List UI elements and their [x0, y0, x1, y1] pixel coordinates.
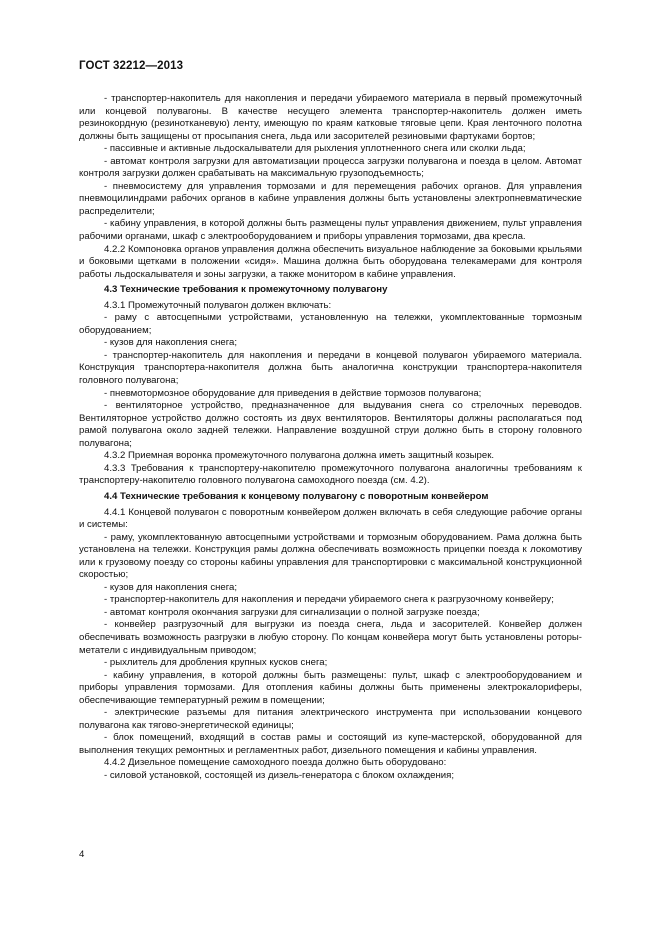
paragraph: 4.3.3 Требования к транспортеру-накопителю промежуточного полувагона аналогичны требованиям к транспортеру-накопителю головного полувагона самоходного поезда (см. 4.2). [79, 462, 582, 487]
paragraph: - электрические разъемы для питания электрического инструмента при использовании концевого полувагона как тягово-энергетической единицы; [79, 707, 582, 731]
paragraph: - раму, укомплектованную автосцепными устройствами и тормозным оборудованием. Рама должна быть установлена на тележки. Конструкция рамы должна обеспечивать возможность прицепки поезда к локомотиву или к грузовому поезду со стороны кабины управления для транспортировки с максимальной конструкционной скоростью; [79, 531, 582, 581]
paragraph: - блок помещений, входящий в состав рамы и состоящий из купе-мастерской, оборудованной для выполнения текущих ремонтных и регламентных работ, дизельного помещения и кабины управления. [79, 732, 582, 756]
paragraph: - пневмотормозное оборудование для приведения в действие тормозов полувагона; [104, 387, 482, 399]
paragraph: 4.3.1 Промежуточный полувагон должен включать: [104, 299, 332, 311]
paragraph: - кузов для накопления снега; [104, 337, 238, 349]
paragraph: - вентиляторное устройство, предназначенное для выдувания снега со стрелочных переводов. Вентиляторное устройство должно состоять из двух вентиляторов. Вентиляторы должны располагаться под рамой полувагона около задней тележки. Направление воздушной струи должно быть в сторону головного полувагона; [79, 400, 582, 449]
paragraph: - раму с автосцепными устройствами, установленную на тележки, укомплектованные тормозным оборудованием; [79, 312, 582, 336]
paragraph: - рыхлитель для дробления крупных кусков снега; [104, 657, 328, 669]
paragraph: 4.2.2 Компоновка органов управления должна обеспечить визуальное наблюдение за боковыми крыльями и боковыми щетками в положении «сидя». Машина должна быть оборудована телекамерами для контроля работы льдоскалывателя и зоны загрузки, а также монитором в кабине управления. [79, 243, 582, 280]
paragraph: - кабину управления, в которой должны быть размещены пульт управления движением, пульт управления рабочими органами, шкаф с электрооборудованием и приборы управления тормозами, два кресла. [79, 218, 582, 243]
paragraph: 4.4.1 Концевой полувагон с поворотным конвейером должен включать в себя следующие рабочие органы и системы: [79, 506, 582, 531]
paragraph: - автомат контроля окончания загрузки для сигнализации о полной загрузке поезда; [104, 606, 480, 618]
body-text [79, 93, 582, 783]
paragraph: 4.3.2 Приемная воронка промежуточного полувагона должна иметь защитный козырек. [104, 450, 495, 462]
paragraph: - транспортер-накопитель для накопления и передачи убираемого снега к разгрузочному конвейеру; [104, 594, 554, 606]
paragraph: - конвейер разгрузочный для выгрузки из поезда снега, льда и засорителей. Конвейер должен обеспечивать возможность разгрузки в любую сторону. По концам конвейера могут быть установлены роторы-метатели с индивидуальным приводом; [79, 619, 582, 656]
paragraph: - кабину управления, в которой должны быть размещены: пульт, шкаф с электрооборудованием и приборы управления тормозами. Для отопления кабины должны быть применены электрокалориферы, обеспечивающие температурный режим в помещении; [79, 669, 582, 706]
page-number: 4 [79, 849, 85, 860]
section-heading-4-4: 4.4 Технические требования к концевому полувагону с поворотным конвейером [104, 490, 489, 502]
paragraph: - пневмосистему для управления тормозами и для перемещения рабочих органов. Для управления пневмоцилиндрами рабочих органов в кабине управления должны быть установлены электропневматические распределители; [79, 180, 582, 217]
section-heading-4-3: 4.3 Технические требования к промежуточному полувагону [104, 284, 388, 296]
paragraph: - транспортер-накопитель для накопления и передачи в концевой полувагон убираемого материала. Конструкция транспортера-накопителя должна быть аналогична конструкции транспортера-накопителя головного полувагона; [79, 349, 582, 387]
paragraph: - автомат контроля загрузки для автоматизации процесса загрузки полувагона и поезда в целом. Автомат контроля загрузки должен срабатывать на максимальную грузоподъемность; [79, 155, 582, 180]
paragraph: 4.4.2 Дизельное помещение самоходного поезда должно быть оборудовано: [104, 757, 447, 769]
paragraph: - пассивные и активные льдоскалыватели для рыхления уплотненного снега или сколки льда; [104, 143, 526, 155]
document-header: ГОСТ 32212—2013 [79, 60, 184, 72]
paragraph: - транспортер-накопитель для накопления и передачи убираемого материала в первый промежуточный или концевой полувагоны. В качестве несущего элемента транспортер-накопитель должен иметь резинокордную (резинотканевую) ленту, имеющую по краям катковые тяговые цепи. Края ленточного полотна должны быть защищены от просыпания снега, льда или засорителей резиновыми фартуками бортов; [79, 93, 582, 142]
paragraph: - кузов для накопления снега; [104, 581, 238, 593]
paragraph: - силовой установкой, состоящей из дизель-генератора с блоком охлаждения; [104, 769, 455, 781]
